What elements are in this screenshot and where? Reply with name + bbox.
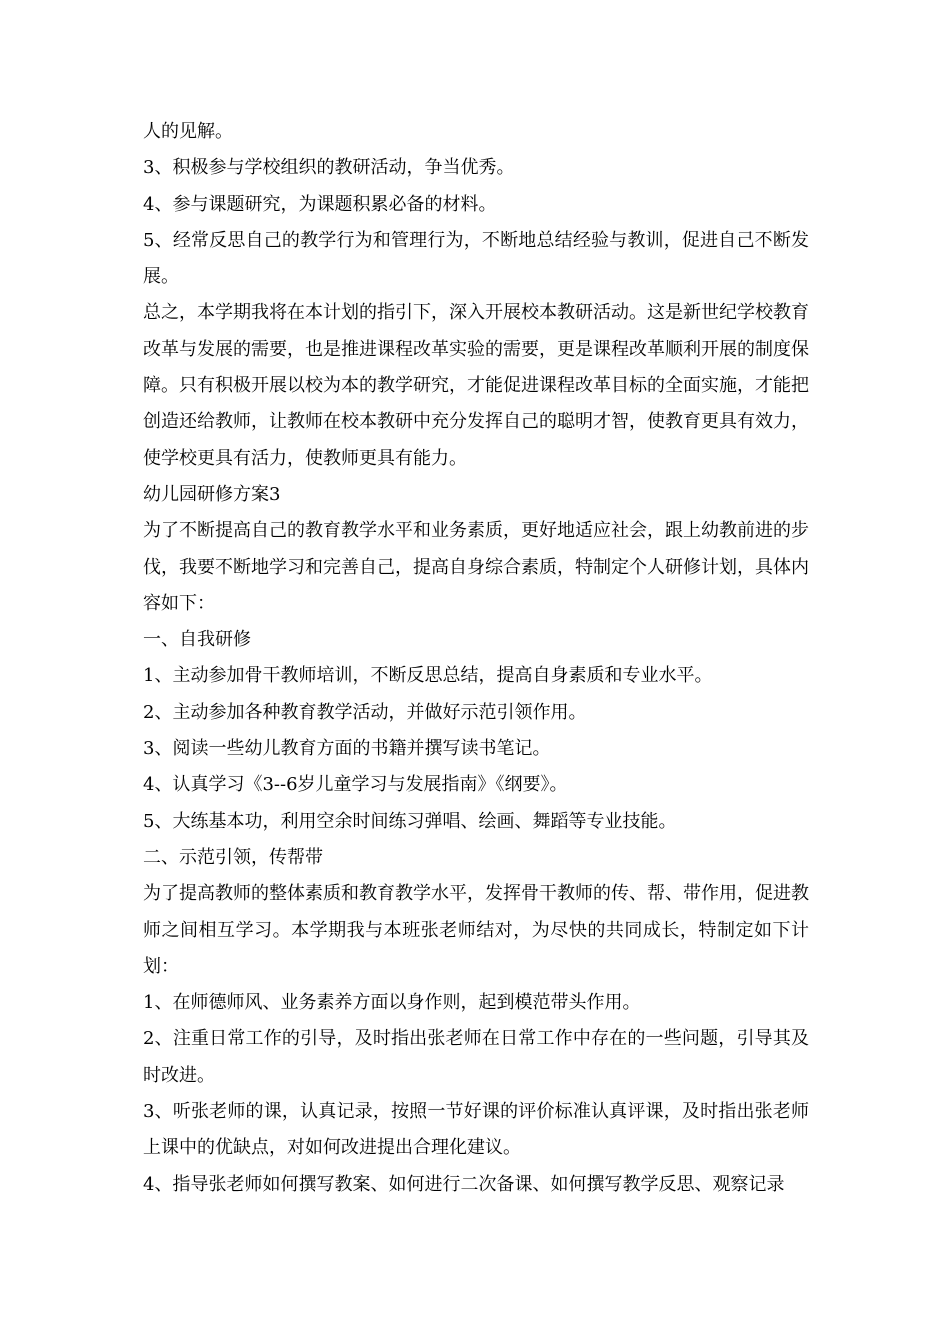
paragraph-continuation: 人的见解。 bbox=[143, 121, 233, 142]
document-page bbox=[143, 114, 809, 1203]
list-item: 2、注重日常工作的引导，及时指出张老师在日常工作中存在的一些问题，引导其及时改进。 bbox=[143, 1028, 809, 1086]
section-heading: 一、自我研修 bbox=[143, 629, 251, 651]
summary-paragraph: 总之，本学期我将在本计划的指引下，深入开展校本教研活动。这是新世纪学校教育改革与发展的需要，也是推进课程改革实验的需要，更是课程改革顺利开展的制度保障。只有积极开展以校为本的教学研究，才能促进课程改革目标的全面实施，才能把创造还给教师，让教师在校本教研中充分发挥自己的聪明才智，使教育更具有效力，使学校更具有活力，使教师更具有能力。 bbox=[143, 302, 809, 469]
list-item: 4、参与课题研究，为课题积累必备的材料。 bbox=[143, 193, 497, 215]
list-item: 3、积极参与学校组织的教研活动，争当优秀。 bbox=[143, 157, 515, 179]
intro-paragraph: 为了不断提高自己的教育教学水平和业务素质，更好地适应社会，跟上幼教前进的步伐，我要不断地学习和完善自己，提高自身综合素质，特制定个人研修计划，具体内容如下： bbox=[143, 520, 809, 614]
body-paragraph: 为了提高教师的整体素质和教育教学水平，发挥骨干教师的传、帮、带作用，促进教师之间相互学习。本学期我与本班张老师结对，为尽快的共同成长，特制定如下计划： bbox=[143, 883, 809, 977]
section-heading: 二、示范引领，传帮带 bbox=[143, 846, 323, 868]
list-item: 3、阅读一些幼儿教育方面的书籍并撰写读书笔记。 bbox=[143, 738, 551, 760]
list-item: 5、大练基本功，利用空余时间练习弹唱、绘画、舞蹈等专业技能。 bbox=[143, 810, 677, 832]
list-item: 4、认真学习《3--6岁儿童学习与发展指南》《纲要》。 bbox=[143, 774, 568, 796]
list-item: 2、主动参加各种教育教学活动，并做好示范引领作用。 bbox=[143, 701, 587, 723]
list-item: 3、听张老师的课，认真记录，按照一节好课的评价标准认真评课，及时指出张老师上课中的优缺点，对如何改进提出合理化建议。 bbox=[143, 1101, 809, 1159]
list-item: 5、经常反思自己的教学行为和管理行为，不断地总结经验与教训，促进自己不断发展。 bbox=[143, 229, 809, 288]
list-item: 1、在师德师风、业务素养方面以身作则，起到模范带头作用。 bbox=[143, 992, 641, 1014]
list-item: 1、主动参加骨干教师培训，不断反思总结，提高自身素质和专业水平。 bbox=[143, 665, 713, 687]
list-item: 4、指导张老师如何撰写教案、如何进行二次备课、如何撰写教学反思、观察记录 bbox=[143, 1173, 785, 1195]
section-title: 幼儿园研修方案3 bbox=[143, 483, 281, 505]
